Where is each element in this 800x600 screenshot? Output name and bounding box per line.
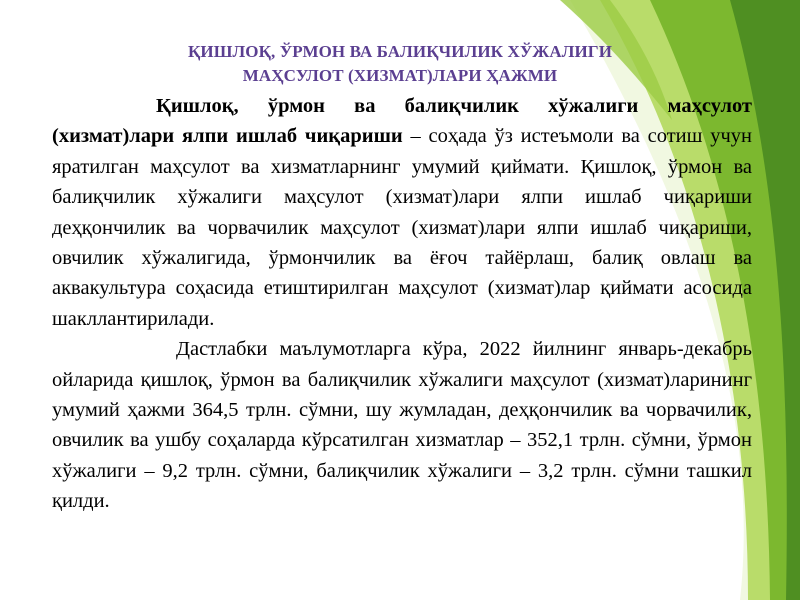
defined-term: Қишлоқ, ўрмон ва балиқчилик хўжалиги маҳсулот (хизмат)лари ялпи ишлаб чиқариши: [52, 95, 752, 148]
paragraph-statistics: Дастлабки маълумотларга кўра, 2022 йилнинг январь-декабрь ойларида қишлоқ, ўрмон ва балиқчилик хўжалиги маҳсулот (хизмат)ларининг умумий ҳажми 364,5 трлн. сўмни, шу жумладан, деҳқончилик ва чорвачилик, овчилик ва ушбу соҳаларда кўрсатилган хизматлар – 352,1 трлн. сўмни, ўрмон хўжалиги – 9,2 трлн. сўмни, балиқчилик хўжалиги – 3,2 трлн. сўмни ташкил қилди.: [52, 338, 752, 513]
page-title: [120, 40, 680, 88]
paragraph-definition: [52, 91, 752, 334]
definition-text: – соҳада ўз истеъмоли ва сотиш учун яратилган маҳсулот ва хизматларнинг умумий қиймати. Қишлоқ, ўрмон ва балиқчилик хўжалиги маҳсулот (хизмат)лари ялпи ишлаб чиқариши деҳқончилик ва чорвачилик маҳсулот (хизмат)лари ялпи ишлаб чиқариши, овчилик хўжалигида, ўрмончилик ва ёғоч тайёрлаш, балиқ овлаш ва аквакультура соҳасида етиштирилган маҳсулот (хизмат)лар қиймати асосида шакллантирилади.: [52, 125, 752, 330]
title-line-2: МАҲСУЛОТ (ХИЗМАТ)ЛАРИ ҲАЖМИ: [242, 66, 558, 85]
body-text: [52, 91, 752, 517]
title-line-1: ҚИШЛОҚ, ЎРМОН ВА БАЛИҚЧИЛИК ХЎЖАЛИГИ: [187, 42, 613, 61]
